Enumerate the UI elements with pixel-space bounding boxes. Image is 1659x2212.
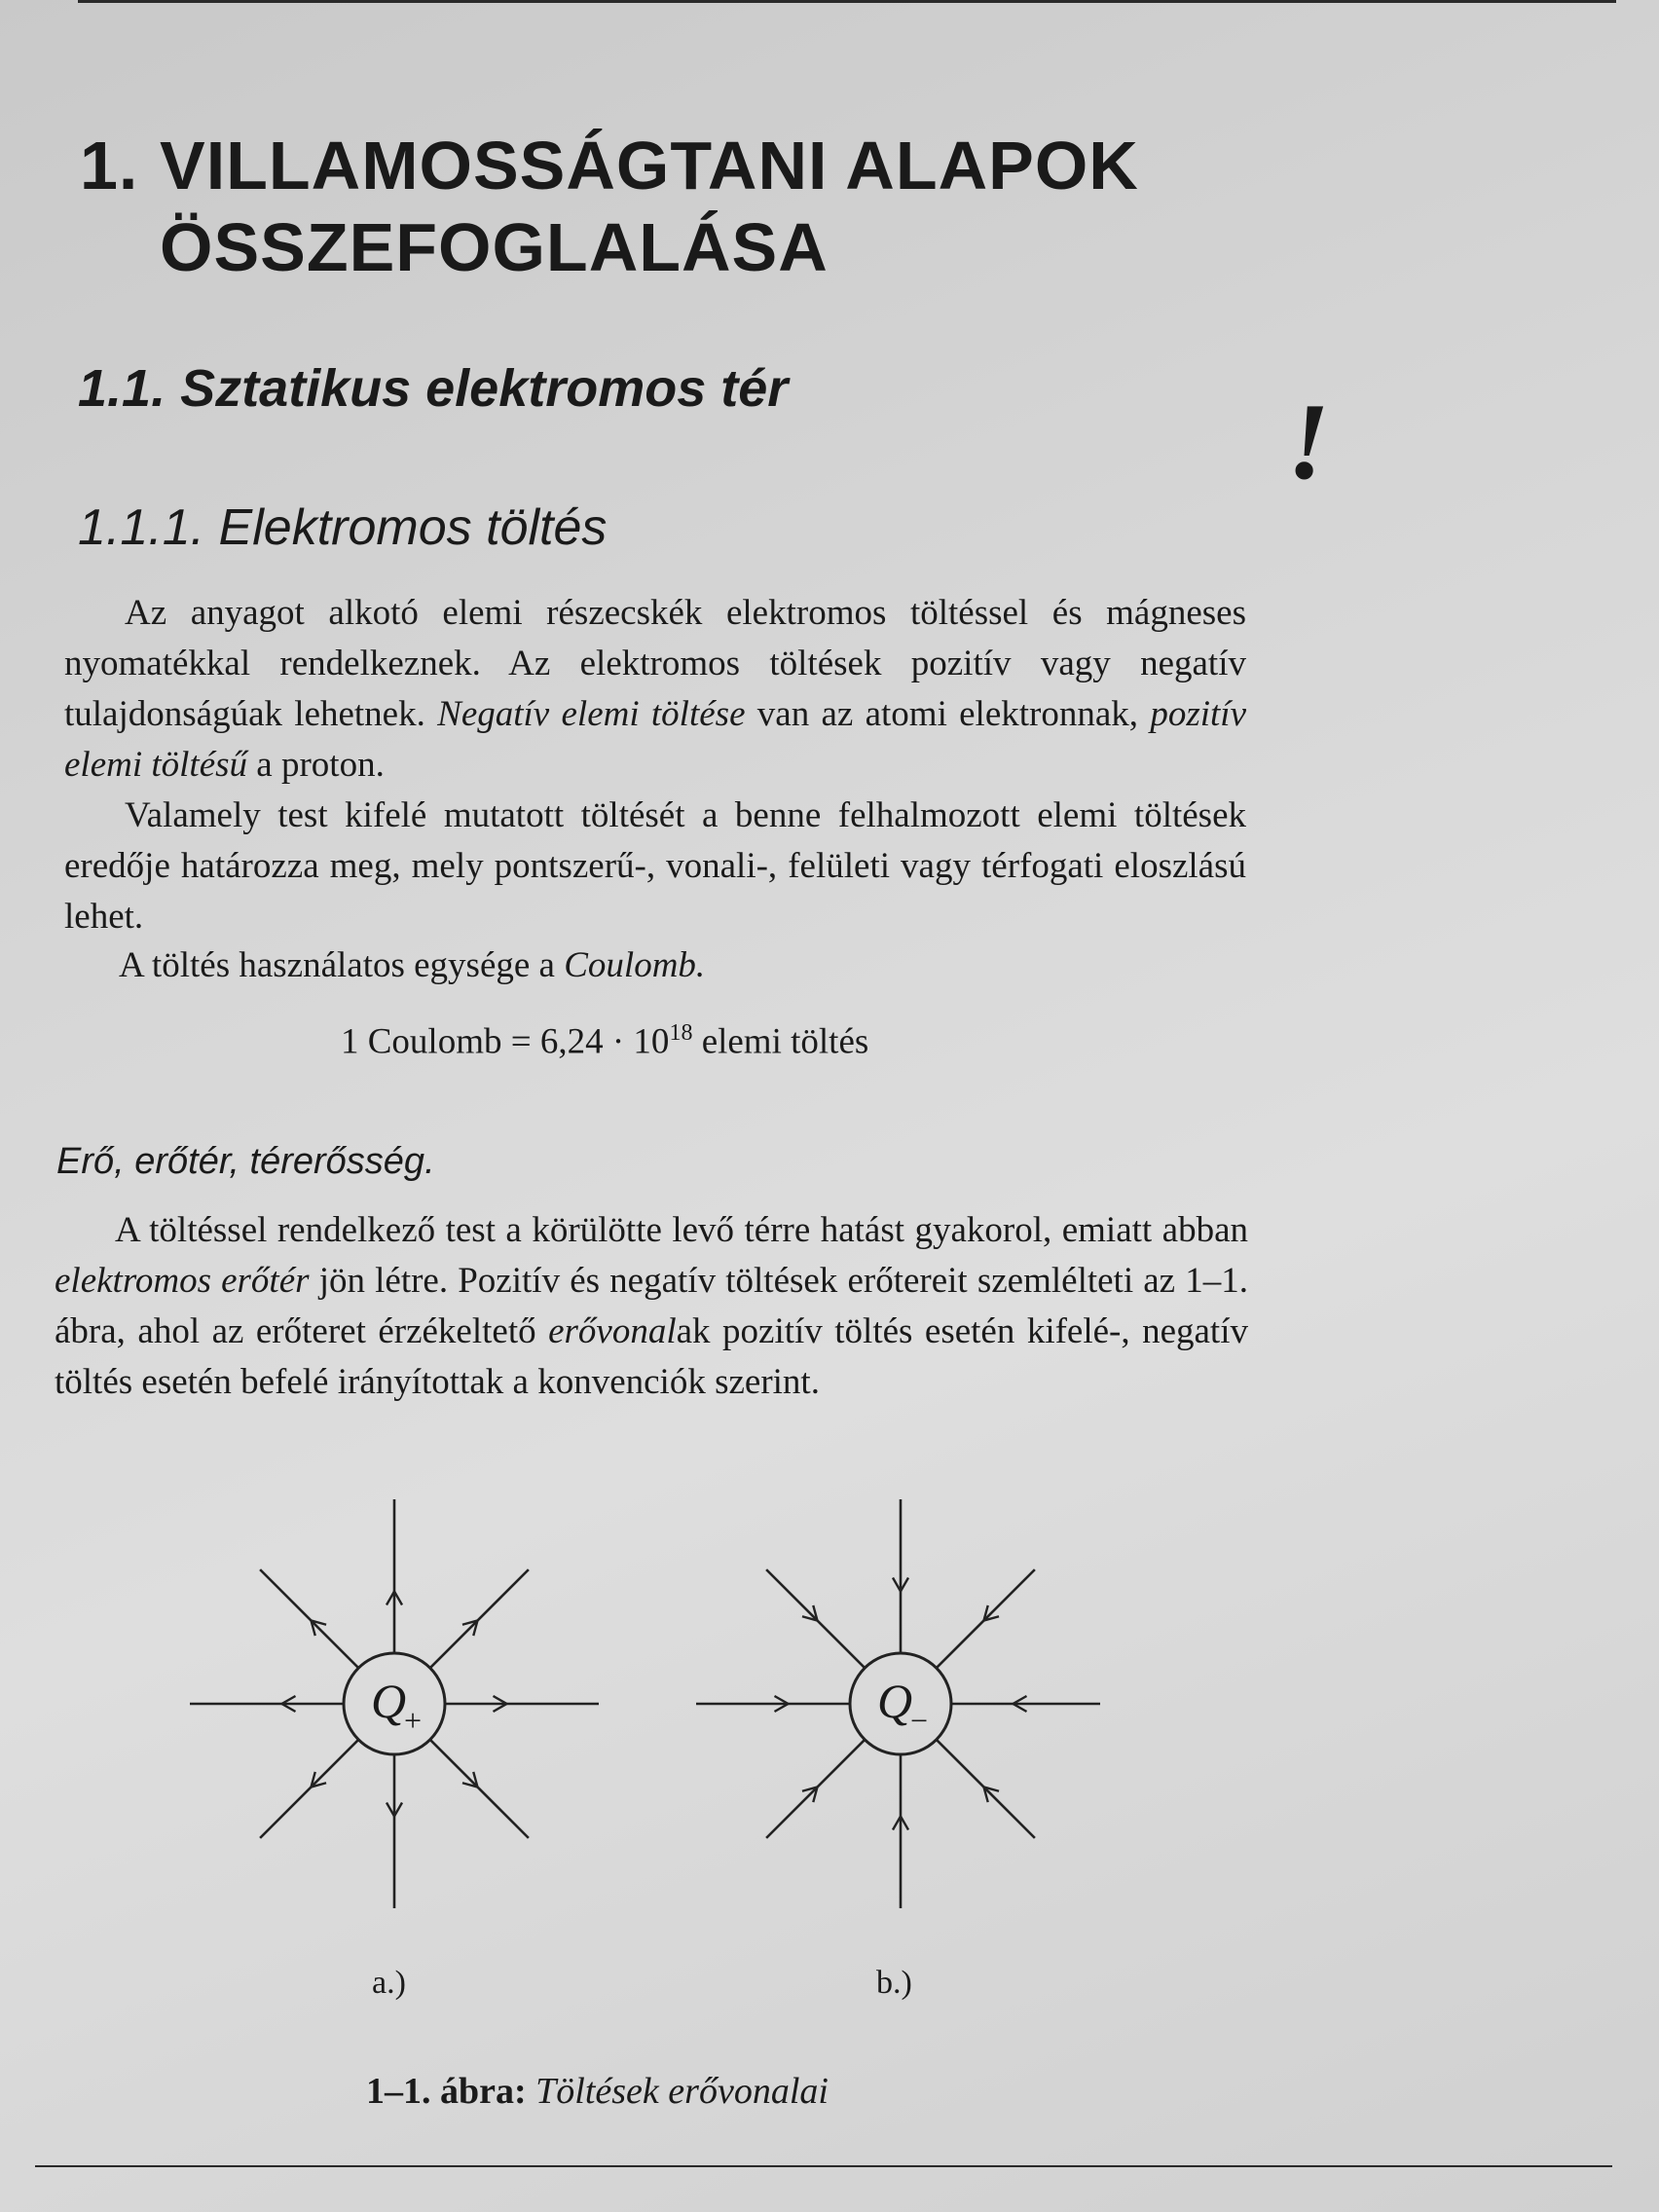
paragraph-1-text-a: Az anyagot alkotó elemi részecskék elektromos töltéssel és mágneses nyomatékkal rendelkeznek. Az elektromos töltések pozitív vagy negatív tulajdonságúak lehetnek. bbox=[64, 593, 1246, 734]
figure-label-b: b.) bbox=[876, 1965, 912, 2001]
chapter-number: 1. bbox=[80, 128, 139, 203]
paragraph-4-emphasis-field: elektromos erőtér bbox=[55, 1261, 310, 1301]
subheading-force-field: Erő, erőtér, térerősség. bbox=[56, 1141, 435, 1182]
field-lines-figure bbox=[185, 1499, 1100, 1947]
paragraph-4 bbox=[55, 1205, 1248, 1408]
paragraph-4-text-a: A töltéssel rendelkező test a körülötte levő térre hatást gyakorol, emiatt abban bbox=[115, 1210, 1248, 1250]
paragraph-1-emphasis-positive: pozitív elemi töltésű bbox=[64, 694, 1246, 785]
paragraph-1-text-c: a proton. bbox=[247, 745, 385, 785]
positive-charge-sign: + bbox=[404, 1703, 423, 1738]
positive-field-line-5 bbox=[260, 1569, 358, 1668]
negative-charge-diagram bbox=[696, 1499, 1100, 1908]
figure-caption bbox=[366, 2070, 829, 2113]
paragraph-3 bbox=[64, 940, 1246, 991]
paragraph-1-text-b: van az atomi elektronnak, bbox=[745, 694, 1151, 734]
coulomb-formula bbox=[341, 1020, 868, 1062]
paragraph-3-emphasis-coulomb: Coulomb. bbox=[564, 945, 706, 985]
negative-charge-symbol: Q bbox=[877, 1674, 913, 1728]
formula-rhs: elemi töltés bbox=[692, 1021, 869, 1062]
subsection-title: 1.1.1. Elektromos töltés bbox=[78, 499, 608, 556]
paragraph-4-emphasis-fieldline: erővonal bbox=[548, 1311, 677, 1351]
paragraph-3-text: A töltés használatos egysége a bbox=[119, 945, 565, 985]
negative-field-line-3 bbox=[766, 1740, 865, 1838]
positive-field-line-1 bbox=[430, 1740, 529, 1838]
figure-caption-text: Töltések erővonalai bbox=[535, 2071, 829, 2112]
paragraph-4-text-b: jön létre. Pozitív és negatív töltések erőtereit szemlélteti az 1–1. ábra, ahol az erőteret érzékeltető bbox=[55, 1261, 1248, 1351]
paragraph-1-emphasis-negative: Negatív elemi töltése bbox=[437, 694, 746, 734]
figure-label-a: a.) bbox=[372, 1965, 406, 2001]
chapter-title-line1: VILLAMOSSÁGTANI ALAPOK bbox=[160, 128, 1139, 203]
positive-field-line-3 bbox=[260, 1740, 358, 1838]
negative-field-line-1 bbox=[937, 1740, 1035, 1838]
chapter-title-line2: ÖSSZEFOGLALÁSA bbox=[160, 209, 829, 285]
negative-field-line-7 bbox=[937, 1569, 1035, 1668]
bottom-rule bbox=[35, 2165, 1612, 2167]
chapter-title bbox=[80, 125, 1248, 288]
positive-charge-diagram bbox=[190, 1499, 599, 1908]
positive-field-line-7 bbox=[430, 1569, 529, 1668]
section-title: 1.1. Sztatikus elektromos tér bbox=[78, 359, 789, 418]
negative-field-line-5 bbox=[766, 1569, 865, 1668]
negative-charge-sign: − bbox=[910, 1703, 929, 1738]
positive-charge-symbol: Q bbox=[371, 1674, 407, 1728]
paragraph-1 bbox=[64, 588, 1246, 791]
formula-lhs: 1 Coulomb = 6,24 · 10 bbox=[341, 1021, 670, 1062]
paragraph-2: Valamely test kifelé mutatott töltését a benne felhalmozott elemi töltések eredője határozza meg, mely pontszerű-, vonali-, felületi vagy térfogati eloszlású lehet. bbox=[64, 795, 1246, 937]
figure-caption-label: 1–1. ábra: bbox=[366, 2071, 527, 2112]
formula-exponent: 18 bbox=[669, 1020, 693, 1046]
top-rule bbox=[78, 0, 1616, 3]
margin-exclamation-mark: ! bbox=[1287, 382, 1330, 502]
paragraph-4-text-c: ak pozitív töltés esetén kifelé-, negatív töltés esetén befelé irányítottak a konvenciók szerint. bbox=[55, 1311, 1248, 1402]
